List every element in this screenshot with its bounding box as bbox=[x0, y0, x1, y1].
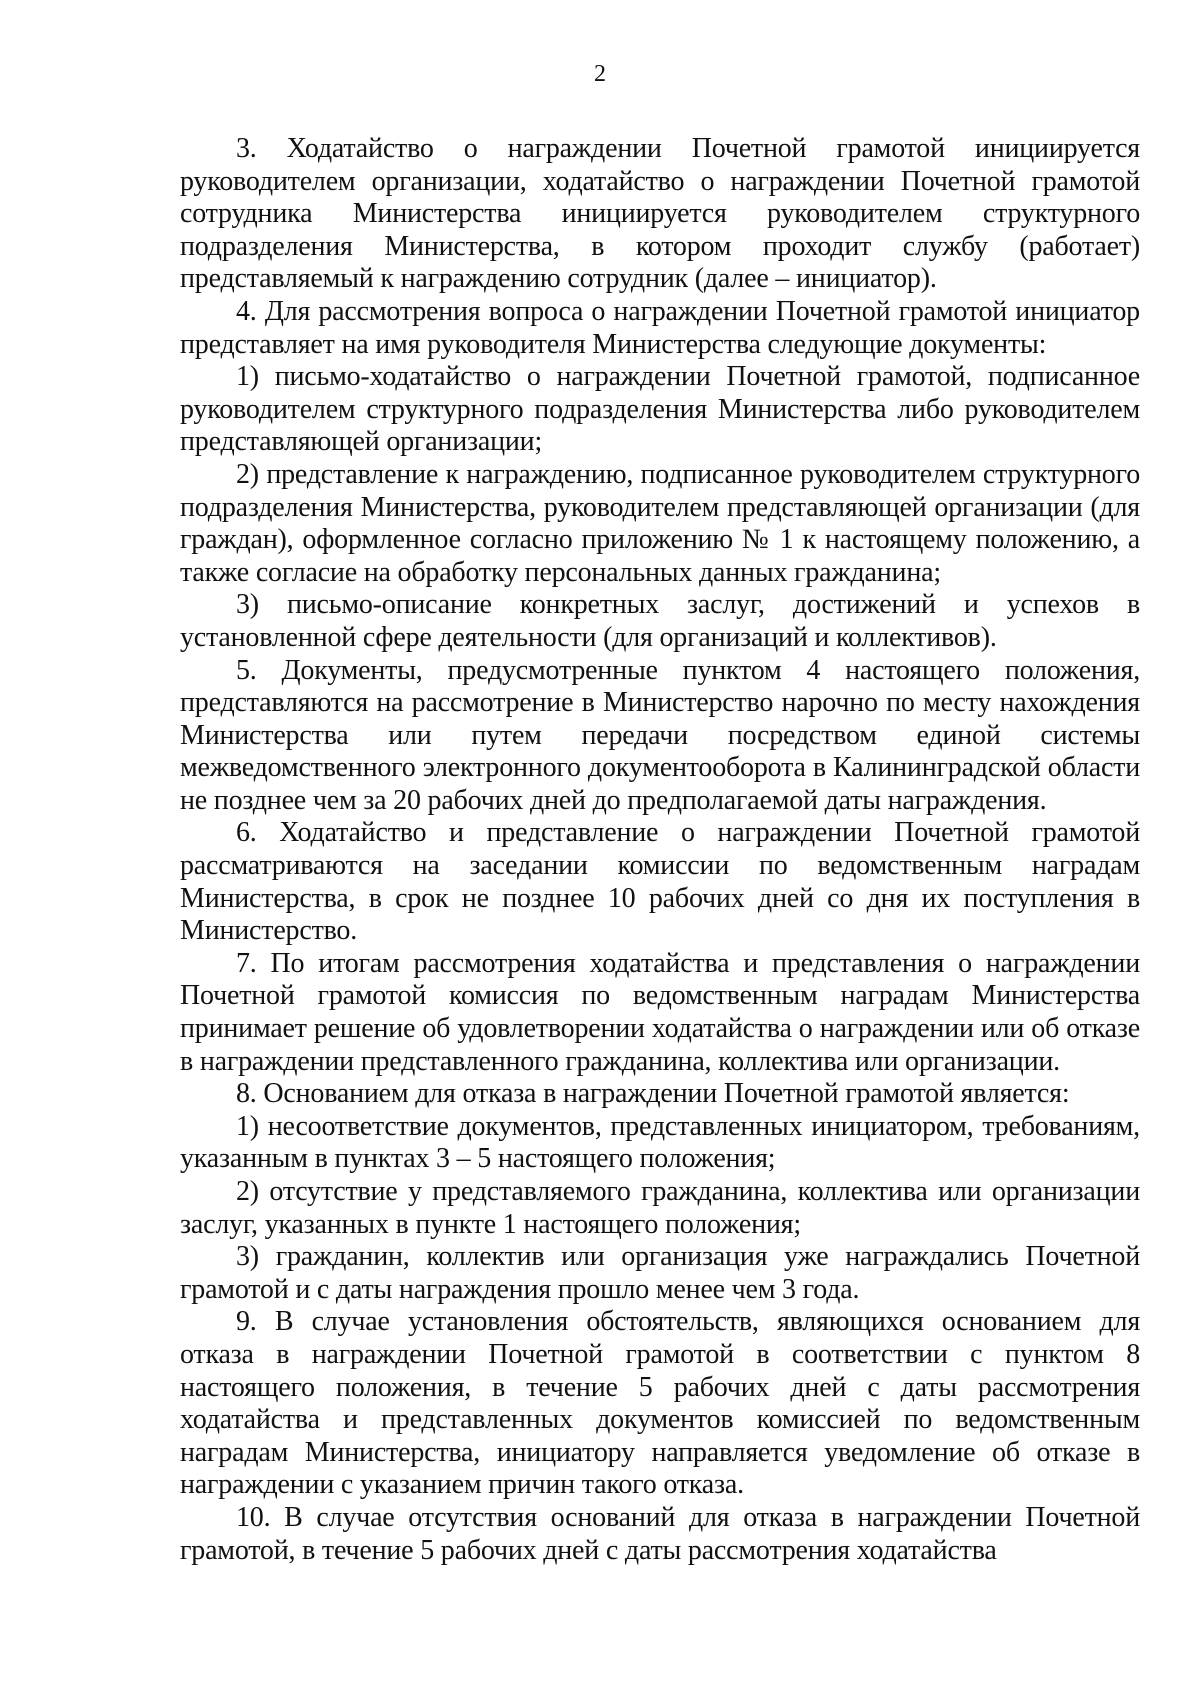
paragraph-subitem-8-2: 2) отсутствие у представляемого гражданина, коллектива или организации заслуг, указанных в пункте 1 настоящего положения; bbox=[180, 1176, 1140, 1240]
paragraph-item-5: 5. Документы, предусмотренные пунктом 4 настоящего положения, представляются на рассмотрение в Министерство нарочно по месту нахождения Министерства или путем передачи посредством единой системы межведомственного электронного документооборота в Калининградской области не позднее чем за 20 рабочих дней до предполагаемой даты награждения. bbox=[180, 654, 1140, 816]
paragraph-item-3: 3. Ходатайство о награждении Почетной грамотой инициируется руководителем организации, ходатайство о награждении Почетной грамотой сотрудника Министерства инициируется руководителем структурного подразделения Министерства, в котором проходит службу (работает) представляемый к награждению сотрудник (далее – инициатор). bbox=[180, 133, 1140, 295]
document-body bbox=[180, 133, 1140, 1567]
paragraph-item-8: 8. Основанием для отказа в награждении Почетной грамотой является: bbox=[236, 1078, 1070, 1110]
paragraph-item-4: 4. Для рассмотрения вопроса о награждении Почетной грамотой инициатор представляет на имя руководителя Министерства следующие документы: bbox=[180, 295, 1140, 360]
paragraph-item-10: 10. В случае отсутствия оснований для отказа в награждении Почетной грамотой, в течение 5 рабочих дней с даты рассмотрения ходатайства bbox=[180, 1501, 1140, 1566]
paragraph-item-6: 6. Ходатайство и представление о награждении Почетной грамотой рассматриваются на заседании комиссии по ведомственным наградам Министерства, в срок не позднее 10 рабочих дней со дня их поступления в Министерство. bbox=[180, 817, 1140, 947]
paragraph-subitem-4-2: 2) представление к награждению, подписанное руководителем структурного подразделения Министерства, руководителем представляющей организации (для граждан), оформленное согласно приложению № 1 к настоящему положению, а также согласие на обработку персональных данных гражданина; bbox=[180, 458, 1140, 588]
paragraph-subitem-4-3: 3) письмо-описание конкретных заслуг, достижений и успехов в установленной сфере деятельности (для организаций и коллективов). bbox=[180, 589, 1140, 653]
paragraph-item-7: 7. По итогам рассмотрения ходатайства и представления о награждении Почетной грамотой комиссия по ведомственным наградам Министерства принимает решение об удовлетворении ходатайства о награждении или об отказе в награждении представленного гражданина, коллектива или организации. bbox=[180, 947, 1140, 1077]
paragraph-item-9: 9. В случае установления обстоятельств, являющихся основанием для отказа в награждении Почетной грамотой в соответствии с пунктом 8 настоящего положения, в течение 5 рабочих дней с даты рассмотрения ходатайства и представленных документов комиссией по ведомственным наградам Министерства, инициатору направляется уведомление об отказе в награждении с указанием причин такого отказа. bbox=[180, 1306, 1140, 1501]
paragraph-subitem-8-3: 3) гражданин, коллектив или организация уже награждались Почетной грамотой и с даты награждения прошло менее чем 3 года. bbox=[180, 1241, 1140, 1305]
page-number: 2 bbox=[594, 61, 606, 87]
paragraph-subitem-4-1: 1) письмо-ходатайство о награждении Почетной грамотой, подписанное руководителем структурного подразделения Министерства либо руководителем представляющей организации; bbox=[180, 361, 1140, 458]
paragraph-subitem-8-1: 1) несоответствие документов, представленных инициатором, требованиям, указанным в пунктах 3 – 5 настоящего положения; bbox=[180, 1110, 1140, 1175]
